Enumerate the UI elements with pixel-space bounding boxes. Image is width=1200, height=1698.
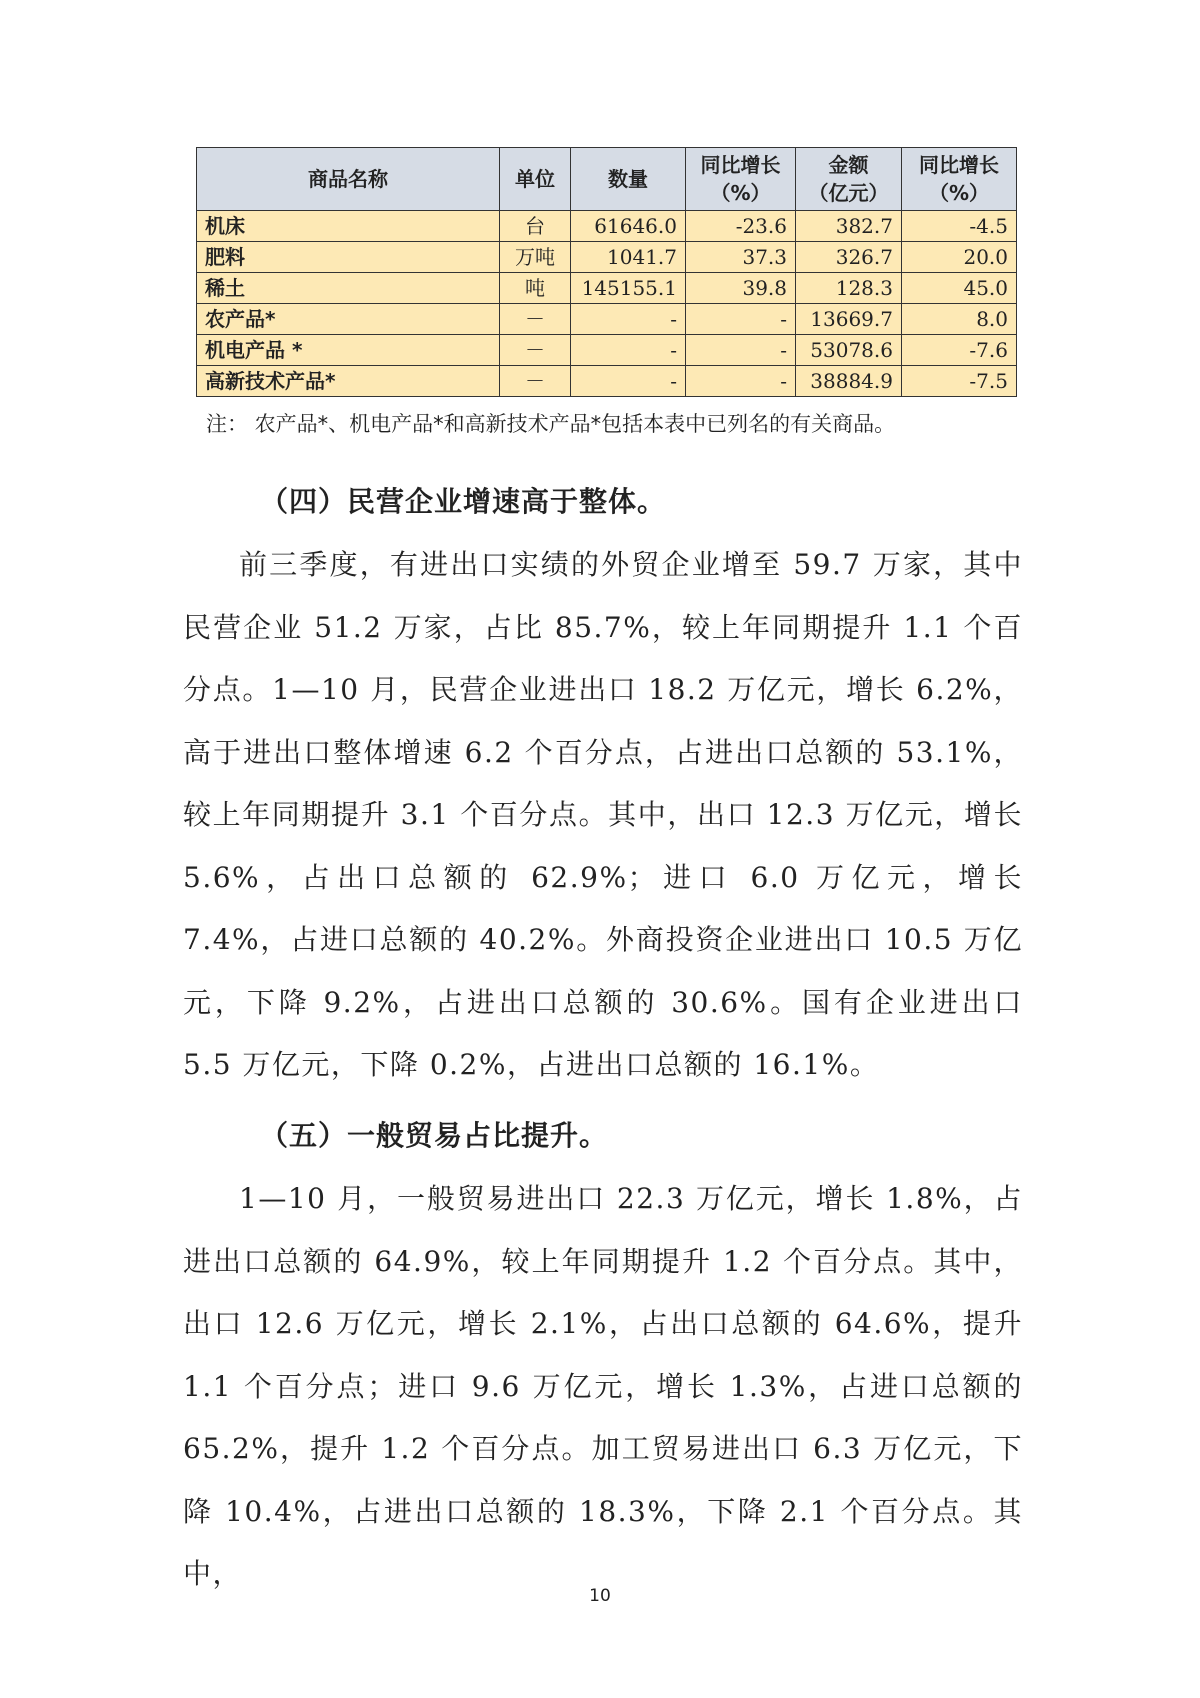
cell-amount: 53078.6: [796, 335, 902, 366]
header-qty-growth-line2: （%）: [710, 181, 771, 205]
cell-name: 机床: [197, 211, 500, 242]
table-row: [197, 335, 1017, 366]
cell-amount: 382.7: [796, 211, 902, 242]
cell-amount: 128.3: [796, 273, 902, 304]
cell-qty-growth: 39.8: [686, 273, 796, 304]
cell-amount: 38884.9: [796, 366, 902, 397]
cell-qty-growth: -: [686, 304, 796, 335]
cell-quantity: 145155.1: [571, 273, 686, 304]
cell-name: 稀土: [197, 273, 500, 304]
header-quantity: 数量: [571, 148, 686, 211]
cell-qty-growth: -23.6: [686, 211, 796, 242]
cell-amount: 326.7: [796, 242, 902, 273]
cell-name: 高新技术产品*: [197, 366, 500, 397]
section-heading-4: （四）民营企业增速高于整体。: [260, 485, 667, 518]
cell-unit: 台: [500, 211, 571, 242]
cell-qty-growth: 37.3: [686, 242, 796, 273]
header-amount-line1: 金额: [828, 153, 869, 177]
table-row: [197, 242, 1017, 273]
header-name: 商品名称: [197, 148, 500, 211]
section-paragraph-5: 1—10 月，一般贸易进出口 22.3 万亿元，增长 1.8%，占进出口总额的 64.9%，较上年同期提升 1.2 个百分点。其中，出口 12.6 万亿元，增长 2.1%，占出口总额的 64.6%，提升 1.1 个百分点；进口 9.6 万亿元，增长 1.3%，占进口总额的 65.2%，提升 1.2 个百分点。加工贸易进出口 6.3 万亿元，下降 10.4%，占进出口总额的 18.3%，下降 2.1 个百分点。其中，: [183, 1182, 1023, 1590]
table-row: [197, 366, 1017, 397]
header-unit: 单位: [500, 148, 571, 211]
cell-name: 肥料: [197, 242, 500, 273]
cell-amt-growth: 8.0: [902, 304, 1017, 335]
table-row: [197, 273, 1017, 304]
section-heading-5: （五）一般贸易占比提升。: [260, 1119, 609, 1152]
cell-amt-growth: 20.0: [902, 242, 1017, 273]
header-amt-growth: [902, 148, 1017, 211]
header-amount: [796, 148, 902, 211]
cell-qty-growth: -: [686, 335, 796, 366]
header-amount-line2: （亿元）: [808, 181, 889, 205]
table-row: [197, 304, 1017, 335]
cell-unit: 万吨: [500, 242, 571, 273]
cell-unit: －: [500, 366, 571, 397]
cell-unit: 吨: [500, 273, 571, 304]
table-row: [197, 211, 1017, 242]
header-amt-growth-line1: 同比增长: [919, 153, 999, 177]
cell-quantity: 1041.7: [571, 242, 686, 273]
table-note: 注： 农产品*、机电产品*和高新技术产品*包括本表中已列名的有关商品。: [206, 412, 896, 436]
header-qty-growth: [686, 148, 796, 211]
cell-quantity: -: [571, 335, 686, 366]
cell-amt-growth: 45.0: [902, 273, 1017, 304]
cell-quantity: -: [571, 366, 686, 397]
section-paragraph-4: 前三季度，有进出口实绩的外贸企业增至 59.7 万家，其中民营企业 51.2 万家，占比 85.7%，较上年同期提升 1.1 个百分点。1—10 月，民营企业进出口 18.2 万亿元，增长 6.2%，高于进出口整体增速 6.2 个百分点，占进出口总额的 53.1%，较上年同期提升 3.1 个百分点。其中，出口 12.3 万亿元，增长 5.6%，占出口总额的 62.9%；进口 6.0 万亿元，增长 7.4%，占进口总额的 40.2%。外商投资企业进出口 10.5 万亿元，下降 9.2%，占进出口总额的 30.6%。国有企业进出口 5.5 万亿元，下降 0.2%，占进出口总额的 16.1%。: [183, 548, 1023, 1081]
table-header-row: [197, 148, 1017, 211]
cell-unit: －: [500, 335, 571, 366]
cell-quantity: 61646.0: [571, 211, 686, 242]
cell-name: 机电产品 *: [197, 335, 500, 366]
header-qty-growth-line1: 同比增长: [700, 153, 781, 177]
cell-amt-growth: -4.5: [902, 211, 1017, 242]
cell-amount: 13669.7: [796, 304, 902, 335]
cell-name: 农产品*: [197, 304, 500, 335]
page-number: 10: [589, 1586, 611, 1606]
cell-amt-growth: -7.6: [902, 335, 1017, 366]
header-amt-growth-line2: （%）: [928, 181, 990, 205]
cell-unit: －: [500, 304, 571, 335]
cell-qty-growth: -: [686, 366, 796, 397]
cell-amt-growth: -7.5: [902, 366, 1017, 397]
cell-quantity: -: [571, 304, 686, 335]
commodity-table: [196, 147, 1017, 397]
